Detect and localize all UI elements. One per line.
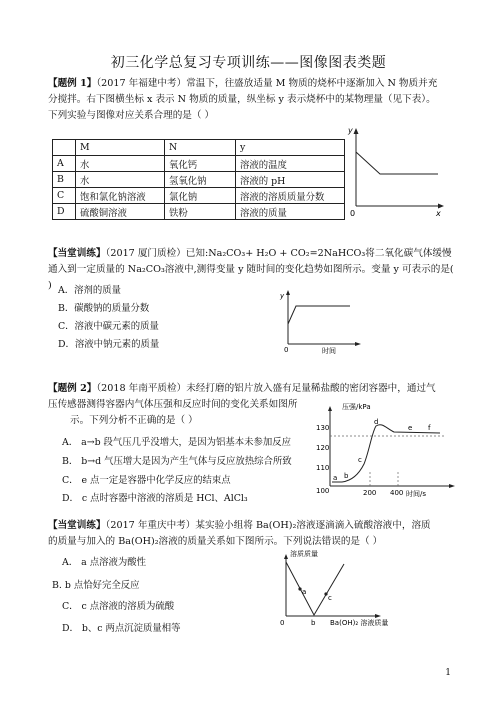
table-row (53, 188, 345, 204)
x-label: 时间/s (406, 490, 427, 498)
t2-option-a: A． a 点溶液为酸性 (62, 557, 146, 568)
y-tick-120: 120 (316, 444, 330, 452)
y-tick-130: 130 (316, 424, 330, 432)
t2-option-d: D． b、c 两点沉淀质量相等 (62, 623, 181, 634)
table-cell: N (165, 140, 236, 156)
point-b-label: b (344, 472, 349, 480)
x-tick-400: 400 (390, 489, 404, 497)
y-arrow (286, 290, 290, 295)
table-cell: y (236, 140, 345, 156)
x-arrow (355, 342, 361, 346)
table-cell: M (76, 140, 165, 156)
table-cell: 溶液的 pH (236, 172, 345, 188)
table-cell: 氯化钠 (165, 188, 236, 204)
table-cell: 水 (76, 156, 165, 172)
q2-line-1: （2018 年南平质检）未经打磨的铝片放入盛有足量稀盐酸的密闭容器中，通过气 (96, 383, 436, 394)
q1-table (52, 139, 345, 220)
q2-line-3: 示。下列分析不正确的是（ ） (70, 415, 198, 426)
page-title: 初三化学总复习专项训练——图像图表类题 (110, 55, 387, 71)
table-cell: 溶液的温度 (236, 156, 345, 172)
q2-label: 【题例 2】 (48, 383, 97, 394)
q1-text (48, 76, 456, 124)
q1-label: 【题例 1】 (48, 78, 97, 89)
y-arrow (354, 128, 359, 134)
table-header-row (53, 140, 345, 156)
t2-option-c: C． c 点溶液的溶质为硫酸 (62, 601, 175, 612)
t1-option-b: B．碳酸钠的质量分数 (58, 303, 150, 314)
point-c-label: c (358, 456, 362, 464)
table-row (53, 156, 345, 172)
x-arrow (449, 484, 455, 488)
t1-option-c: C．溶液中碳元素的质量 (58, 321, 159, 332)
t1-line-2: 通入到一定质量的 Na₂CO₃溶液中,测得变量 y 随时间的变化趋势如图所示。变量 y 可表示的是( ) (48, 264, 454, 291)
x-arrow (375, 614, 381, 618)
x-tick-200: 200 (363, 489, 377, 497)
t2-label: 【当堂训练】 (48, 520, 106, 531)
y-tick-110: 110 (316, 464, 330, 472)
q2-line-2: 压传感器测得容器内气体压强和反应时间的变化关系如图所 (48, 399, 298, 410)
point-b-label: b (311, 619, 316, 627)
q2-option-d: D． c 点时容器中溶液的溶质是 HCl、AlCl₃ (62, 493, 248, 504)
table-cell: 硫酸铜溶液 (76, 204, 165, 220)
t2-text (48, 518, 456, 550)
t2-line-2: 的质量与加入的 Ba(OH)₂溶液的质量关系如下图所示。下列说法错误的是（ ） (48, 536, 383, 547)
curve-line (288, 306, 350, 324)
q2-option-c: C． e 点一定是容器中化学反应的结束点 (62, 475, 231, 486)
y-arrow (284, 554, 288, 559)
table-cell: 铁粉 (165, 204, 236, 220)
x-label: Ba(OH)₂ 溶液质量 (330, 619, 389, 627)
t1-line-1: （2017 厦门质检）已知:Na₂CO₃+ H₂O + CO₂=2NaHCO₃将二氧化碳气体缓慢 (105, 248, 452, 259)
table-cell (53, 140, 76, 156)
t2-line-1: （2017 年重庆中考）某实验小组将 Ba(OH)₂溶液逐滴滴入硫酸溶液中，溶质 (105, 520, 431, 531)
y-label: 压强/kPa (342, 403, 371, 411)
y-arrow (328, 406, 332, 411)
table-row (53, 172, 345, 188)
point-d-label: d (374, 418, 379, 426)
table-cell: D (53, 204, 76, 220)
solute-curve (286, 562, 344, 615)
q2-option-b: B． b→d 气压增大是因为产生气体与反应放热综合所致 (62, 456, 292, 467)
t1-option-d: D．溶液中钠元素的质量 (58, 339, 160, 350)
q2-graph (316, 402, 458, 498)
point-c-label: c (328, 594, 332, 602)
point-a-label: a (333, 474, 338, 482)
t1-label: 【当堂训练】 (48, 248, 106, 259)
y-tick-100: 100 (316, 487, 330, 495)
table-cell: 氢氧化钠 (165, 172, 236, 188)
x-label: x (436, 209, 441, 218)
q1-line-1: （2017 年福建中考）常温下，往盛放适量 M 物质的烧杯中逐渐加入 N 物质并充 (96, 78, 438, 89)
table-cell: 溶液的溶质质量分数 (236, 188, 345, 204)
table-cell: B (53, 172, 76, 188)
t2-option-b: B. b 点恰好完全反应 (52, 580, 140, 591)
table-cell: A (53, 156, 76, 172)
y-label: 溶质质量 (290, 550, 318, 558)
origin-label: 0 (284, 346, 289, 354)
table-cell: 溶液的质量 (236, 204, 345, 220)
y-label: y (348, 126, 353, 135)
table-row (53, 204, 345, 220)
curve-line (356, 152, 438, 174)
q1-graph (344, 124, 448, 218)
q1-line-3: 下列实验与图像对应关系合理的是（ ） (48, 110, 215, 121)
origin-label: 0 (280, 619, 285, 627)
point-e-label: e (408, 424, 413, 432)
x-arrow (438, 204, 444, 209)
page-number: 1 (445, 668, 451, 678)
t2-graph (270, 548, 430, 632)
table-cell: 饱和氯化钠溶液 (76, 188, 165, 204)
table-cell: C (53, 188, 76, 204)
origin-label: 0 (350, 209, 356, 218)
table-cell: 氧化钙 (165, 156, 236, 172)
point-f-label: f (428, 424, 431, 432)
q2-option-a: A． a→b 段气压几乎没增大，是因为铝基本未参加反应 (62, 437, 292, 448)
table-cell: 水 (76, 172, 165, 188)
t1-graph (276, 286, 366, 356)
t1-option-a: A．溶剂的质量 (58, 285, 122, 296)
q1-line-2: 分搅拌。右下图横坐标 x 表示 N 物质的质量，纵坐标 y 表示烧杯中的某物理量（见下表）。 (48, 94, 436, 105)
y-label: y (280, 292, 285, 300)
x-label: 时间 (322, 347, 336, 355)
point-a-label: a (302, 588, 307, 596)
